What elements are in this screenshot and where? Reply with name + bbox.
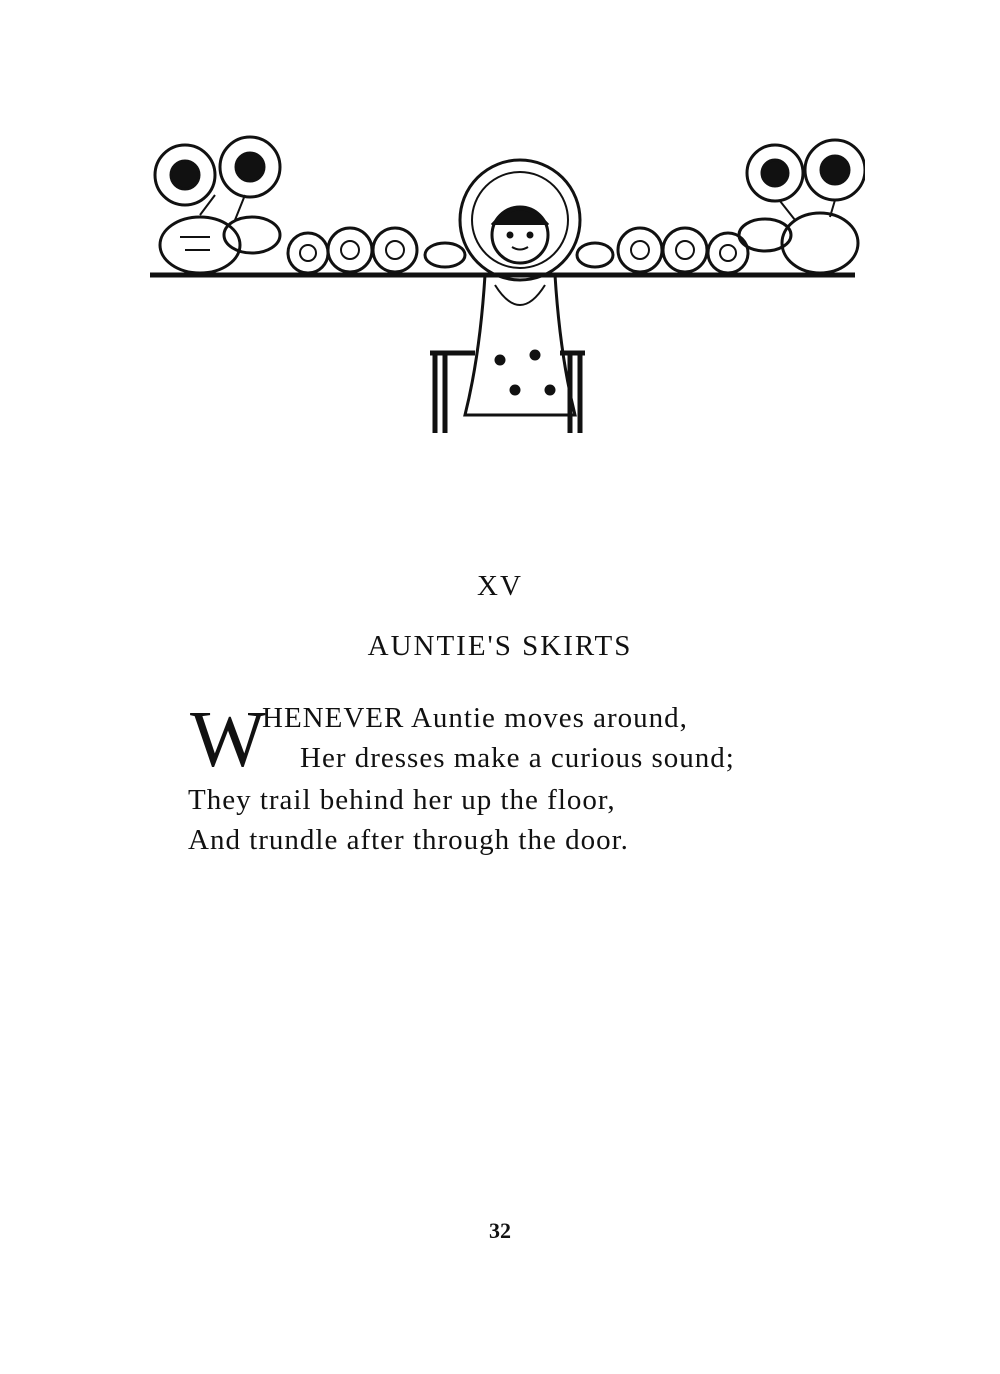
plate: [663, 228, 707, 272]
right-sunflower-2: [805, 140, 865, 200]
right-vase: [782, 213, 858, 273]
drop-cap: W: [190, 696, 267, 784]
girl-dress: [465, 275, 575, 415]
left-sunflower-1: [155, 145, 215, 205]
chair: [430, 353, 585, 433]
plate: [328, 228, 372, 272]
right-sunflower-1: [747, 145, 803, 201]
chapter-number: XV: [477, 570, 523, 602]
left-sunflower-2: [220, 137, 280, 197]
poem-line-1: HENEVER Auntie moves around,: [262, 702, 688, 734]
poem-line-4: And trundle after through the door.: [188, 824, 629, 856]
page-number: 32: [489, 1218, 511, 1243]
bowl: [425, 243, 465, 267]
bowl: [577, 243, 613, 267]
plate: [373, 228, 417, 272]
plate: [708, 233, 748, 273]
poem-line-3: They trail behind her up the floor,: [188, 784, 616, 816]
chapter-title: AUNTIE'S SKIRTS: [367, 630, 633, 662]
girl-on-shelf-illustration: [140, 125, 865, 440]
plate: [618, 228, 662, 272]
plate: [288, 233, 328, 273]
poem-line-2: Her dresses make a curious sound;: [300, 742, 735, 774]
left-leaf: [224, 217, 280, 253]
